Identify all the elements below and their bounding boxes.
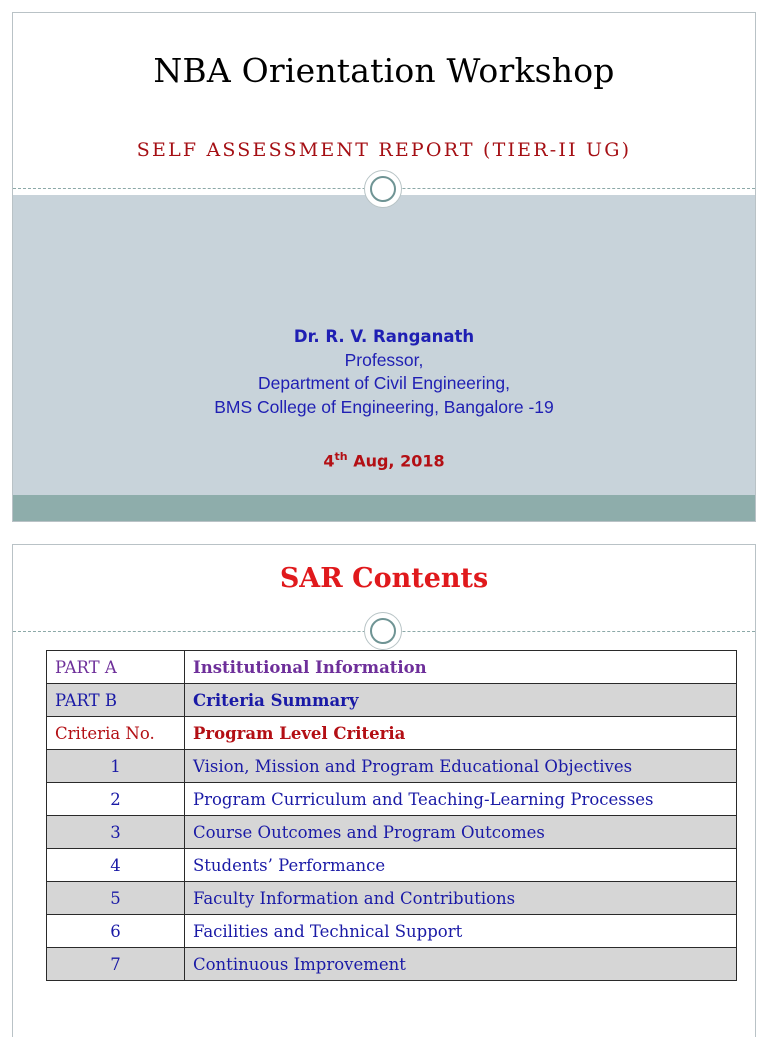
presenter-college: BMS College of Engineering, Bangalore -19: [214, 396, 554, 417]
table-cell-label: PART B: [47, 684, 185, 717]
date-suffix: th: [334, 450, 348, 463]
slide-sar-contents: [12, 544, 756, 1037]
table-cell-title: Program Curriculum and Teaching-Learning Processes: [185, 783, 737, 816]
report-subtitle: SELF ASSESSMENT REPORT (TIER-II UG): [136, 139, 632, 161]
table-cell-title: Facilities and Technical Support: [185, 915, 737, 948]
table-row: [47, 882, 737, 915]
table-cell-title: Institutional Information: [185, 651, 737, 684]
date-rest: Aug, 2018: [347, 451, 445, 471]
table-row: [47, 651, 737, 684]
presenter-panel: [13, 195, 755, 495]
date-day: 4: [323, 451, 335, 471]
table-cell-label: Criteria No.: [47, 717, 185, 750]
table-cell-number: 7: [47, 948, 185, 981]
workshop-title: NBA Orientation Workshop: [153, 51, 615, 90]
table-cell-title: Faculty Information and Contributions: [185, 882, 737, 915]
table-row: [47, 684, 737, 717]
table-row: [47, 915, 737, 948]
teal-bar: [13, 495, 755, 521]
presenter-name: Dr. R. V. Ranganath: [293, 327, 475, 346]
table-row: [47, 717, 737, 750]
table-row: [47, 849, 737, 882]
table-cell-title: Continuous Improvement: [185, 948, 737, 981]
sar-contents-table: [46, 650, 737, 981]
ring-ornament-icon: [364, 170, 402, 208]
table-cell-number: 4: [47, 849, 185, 882]
presenter-designation: Professor,: [344, 349, 424, 370]
table-cell-number: 6: [47, 915, 185, 948]
table-row: [47, 783, 737, 816]
table-cell-number: 3: [47, 816, 185, 849]
table-cell-title: Criteria Summary: [185, 684, 737, 717]
table-cell-title: Students’ Performance: [185, 849, 737, 882]
table-cell-label: PART A: [47, 651, 185, 684]
presenter-department: Department of Civil Engineering,: [258, 373, 510, 393]
table-cell-number: 5: [47, 882, 185, 915]
table-row: [47, 750, 737, 783]
table-cell-title: Vision, Mission and Program Educational Objectives: [185, 750, 737, 783]
presentation-date: [13, 445, 755, 473]
table-cell-number: 2: [47, 783, 185, 816]
table-cell-title: Program Level Criteria: [185, 717, 737, 750]
table-row: [47, 948, 737, 981]
sar-contents-title: SAR Contents: [279, 563, 489, 594]
slide-title: [12, 12, 756, 522]
presenter-block: [13, 325, 755, 473]
table-cell-title: Course Outcomes and Program Outcomes: [185, 816, 737, 849]
ring-ornament-icon: [364, 612, 402, 650]
table-row: [47, 816, 737, 849]
table-cell-number: 1: [47, 750, 185, 783]
